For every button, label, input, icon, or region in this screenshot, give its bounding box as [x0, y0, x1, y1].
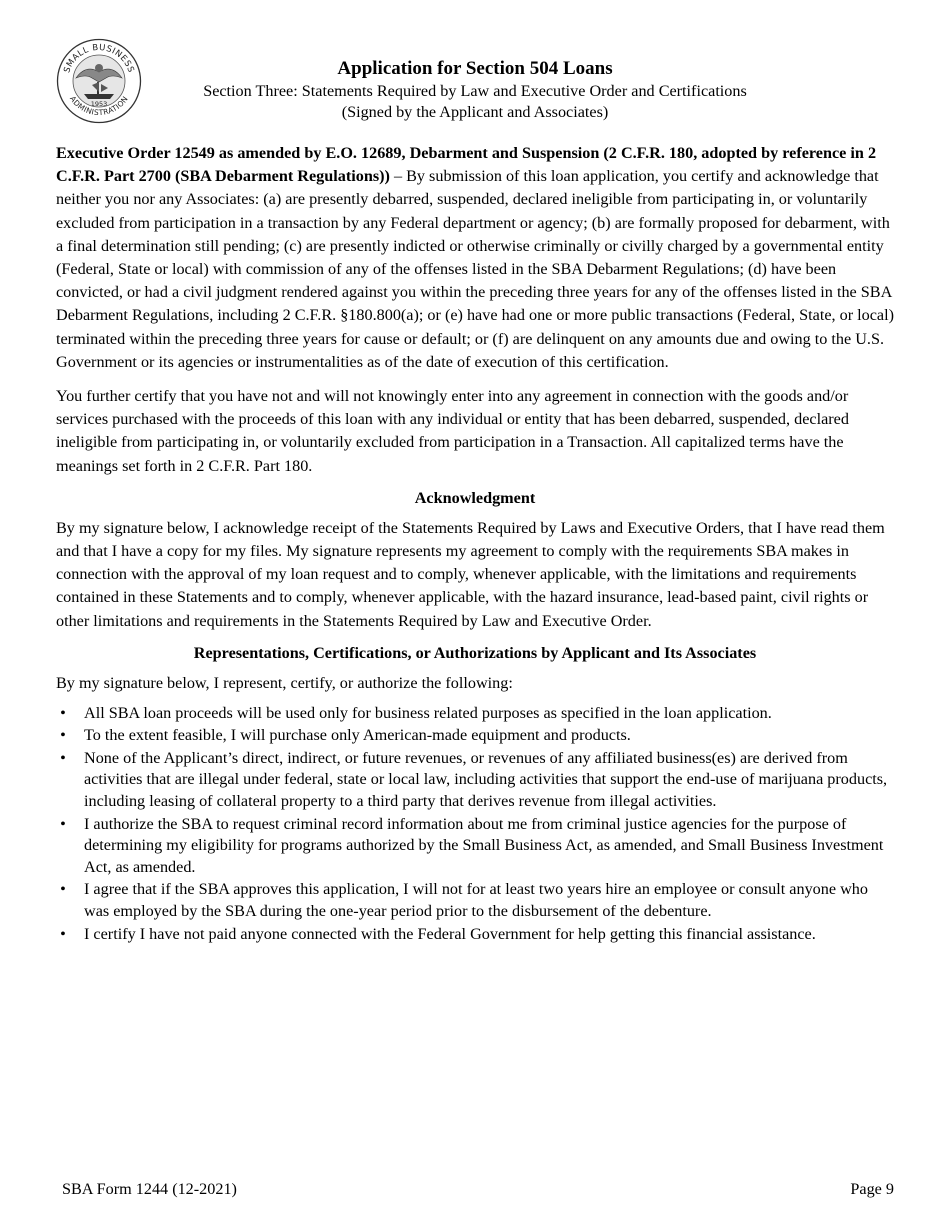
list-item-text: I certify I have not paid anyone connected with the Federal Government for help getting this financial assistance.	[84, 924, 816, 943]
debarment-body: – By submission of this loan application, you certify and acknowledge that neither you nor any Associates: (a) are presently debarred, suspended, declared ineligible from participating in, or voluntarily excluded from participation in a transaction by any Federal department or agency; (b) are formally proposed for debarment, with a final determination still pending; (c) are presently indicted or otherwise criminally or civilly charged by a governmental entity (Federal, State or local) with commission of any of the offenses listed in the SBA Debarment Regulations; (d) have been convicted, or had a civil judgment rendered against you within the preceding three years for any of the offenses listed in the SBA Debarment Regulations, including 2 C.F.R. §180.800(a); or (e) have had one or more public transactions (Federal, State, or local) terminated within the preceding three years for cause or default; or (f) are delinquent on any amounts due and owing to the U.S. Government or its agencies or instrumentalities as of the date of execution of this certification.	[56, 167, 894, 371]
page-subtitle-signed: (Signed by the Applicant and Associates)	[341, 103, 609, 121]
page-number: Page 9	[850, 1180, 894, 1198]
list-item-text: All SBA loan proceeds will be used only for business related purposes as specified in the loan application.	[84, 704, 772, 723]
debarment-heading: Executive Order 12549 as amended by E.O. 12689, Debarment and Suspension (2 C.F.R. 180, adopted by reference in 2 C.F.R. Part 2700 (SBA Debarment Regulations))	[56, 144, 877, 186]
page-footer	[62, 1180, 894, 1204]
bullet-icon: •	[60, 704, 66, 723]
bullet-icon: •	[60, 748, 66, 767]
document-page	[56, 38, 894, 946]
list-item-text: None of the Applicant’s direct, indirect, or future revenues, or revenues of any affiliated business(es) are derived from activities that are illegal under federal, state or local law, including activities that support the end-use of marijuana products, including leasing of collateral property to a third party that derives revenue from illegal activities.	[84, 748, 888, 811]
form-identifier: SBA Form 1244 (12-2021)	[62, 1180, 237, 1198]
title-block	[56, 57, 894, 123]
bullet-icon: •	[60, 924, 66, 943]
bullet-icon: •	[60, 880, 66, 899]
page-title: Application for Section 504 Loans	[337, 58, 613, 79]
seal-ring-bottom-text: ADMINISTRATION	[68, 94, 130, 118]
seal-year: 1953	[90, 100, 108, 108]
list-item-text: To the extent feasible, I will purchase only American-made equipment and products.	[84, 726, 631, 745]
seal-ring-top-text: SMALL BUSINESS	[62, 42, 136, 75]
page-header	[56, 38, 894, 136]
list-item	[56, 814, 894, 879]
list-item	[56, 725, 894, 747]
bullet-icon: •	[60, 814, 66, 833]
list-item	[56, 748, 894, 813]
list-item	[56, 879, 894, 923]
representations-heading: Representations, Certifications, or Authorizations by Applicant and Its Associates	[193, 643, 757, 662]
list-item-text: I authorize the SBA to request criminal record information about me from criminal justice agencies for the purpose of determining my eligibility for programs authorized by the Small Business Act, as amended, and Small Business Investment Act, as amended.	[84, 814, 884, 877]
page-subtitle: Section Three: Statements Required by Law and Executive Order and Certifications	[203, 82, 747, 100]
list-item	[56, 703, 894, 725]
acknowledgment-paragraph: By my signature below, I acknowledge receipt of the Statements Required by Laws and Executive Orders, that I have read them and that I have a copy for my files. My signature represents my agreement to comply with the requirements SBA makes in connection with the approval of my loan request and to comply, whenever applicable, with the limitations and requirements contained in these Statements and to comply, whenever applicable, with the hazard insurance, lead-based paint, civil rights or other limitations and requirements in the Statements Required by Law and Executive Order.	[56, 518, 885, 630]
list-item	[56, 924, 894, 946]
acknowledgment-heading: Acknowledgment	[414, 488, 536, 507]
bullet-icon: •	[60, 726, 66, 745]
debarment-paragraph	[56, 142, 894, 374]
list-item-text: I agree that if the SBA approves this application, I will not for at least two years hire an employee or consult anyone who was employed by the SBA during the one-year period prior to the disbursement of the debenture.	[84, 880, 868, 921]
further-certify-paragraph: You further certify that you have not and will not knowingly enter into any agreement in connection with the goods and/or services purchased with the proceeds of this loan with any individual or entity that has been debarred, suspended, declared ineligible from participating in, or voluntarily excluded from participation in a Transaction. All capitalized terms have the meanings set forth in 2 C.F.R. Part 180.	[56, 387, 849, 475]
representations-list	[56, 703, 894, 945]
representations-intro: By my signature below, I represent, certify, or authorize the following:	[56, 673, 513, 692]
